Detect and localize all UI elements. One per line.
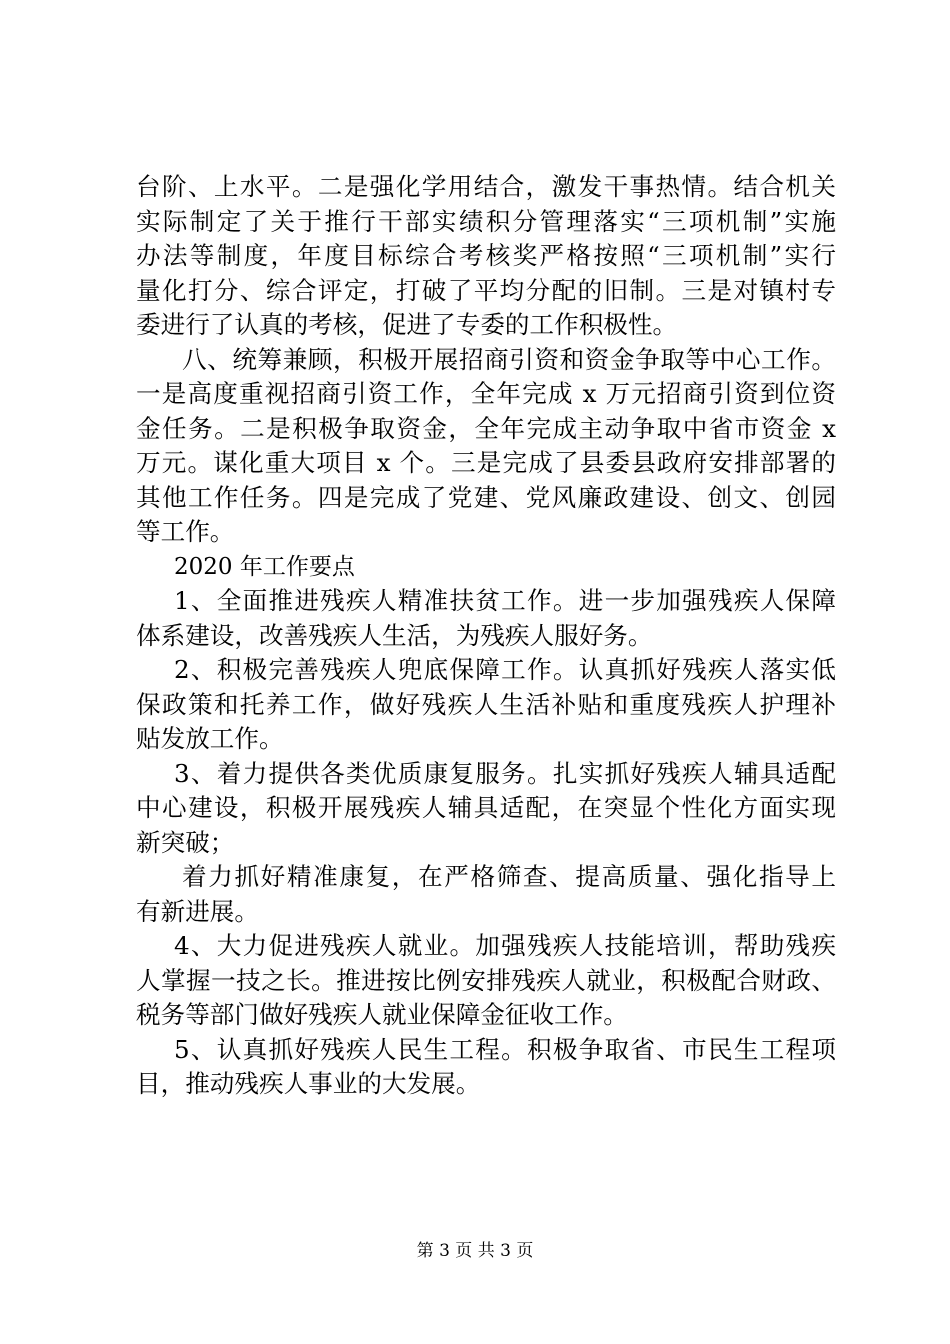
text-line: 保政策和托养工作，做好残疾人生活补贴和重度残疾人护理补 bbox=[136, 689, 836, 719]
text-line: 金任务。二是积极争取资金，全年完成主动争取中省市资金 x bbox=[136, 413, 836, 443]
text-line: 体系建设，改善残疾人生活，为残疾人服好务。 bbox=[136, 620, 653, 650]
text-line: 等工作。 bbox=[136, 517, 235, 546]
text-line: 新突破； bbox=[136, 827, 235, 857]
text-line: 中心建设，积极开展残疾人辅具适配，在突显个性化方面实现 bbox=[136, 793, 836, 822]
text-line: 税务等部门做好残疾人就业保障金征收工作。 bbox=[136, 1000, 628, 1029]
list-item-line: 3、着力提供各类优质康复服务。扎实抓好残疾人辅具适配 bbox=[174, 758, 836, 788]
document-body bbox=[136, 170, 836, 1102]
section-heading-line: 八、统筹兼顾，积极开展招商引资和资金争取等中心工作。 bbox=[182, 344, 836, 374]
list-item-line: 2、积极完善残疾人兜底保障工作。认真抓好残疾人落实低 bbox=[174, 655, 836, 684]
text-line: 万元。谋化重大项目 x 个。三是完成了县委县政府安排部署的 bbox=[136, 448, 836, 477]
text-line: 委进行了认真的考核，促进了专委的工作积极性。 bbox=[136, 310, 678, 339]
list-item-line: 1、全面推进残疾人精准扶贫工作。进一步加强残疾人保障 bbox=[174, 586, 836, 615]
text-line: 其他工作任务。四是完成了党建、党风廉政建设、创文、创园 bbox=[136, 482, 836, 512]
text-line: 人掌握一技之长。推进按比例安排残疾人就业，积极配合财政、 bbox=[136, 965, 836, 995]
text-line: 目，推动残疾人事业的大发展。 bbox=[136, 1069, 481, 1098]
text-line: 实际制定了关于推行干部实绩积分管理落实“三项机制”实施 bbox=[136, 206, 836, 236]
list-item-line: 4、大力促进残疾人就业。加强残疾人技能培训，帮助残疾 bbox=[174, 931, 836, 960]
list-item-line: 5、认真抓好残疾人民生工程。积极争取省、市民生工程项 bbox=[174, 1034, 836, 1064]
text-line: 贴发放工作。 bbox=[136, 724, 284, 753]
text-line: 办法等制度，年度目标综合考核奖严格按照“三项机制”实行 bbox=[136, 241, 836, 270]
text-line: 有新进展。 bbox=[136, 896, 259, 926]
page-number-footer: 第 3 页 共 3 页 bbox=[416, 1241, 534, 1261]
text-line: 台阶、上水平。二是强化学用结合，激发干事热情。结合机关 bbox=[136, 172, 836, 201]
text-line: 着力抓好精准康复，在严格筛查、提高质量、强化指导上 bbox=[182, 862, 836, 891]
text-line: 一是高度重视招商引资工作，全年完成 x 万元招商引资到位资 bbox=[136, 379, 836, 408]
section-title: 2020 年工作要点 bbox=[174, 553, 355, 580]
text-line: 量化打分、综合评定，打破了平均分配的旧制。三是对镇村专 bbox=[136, 275, 836, 305]
